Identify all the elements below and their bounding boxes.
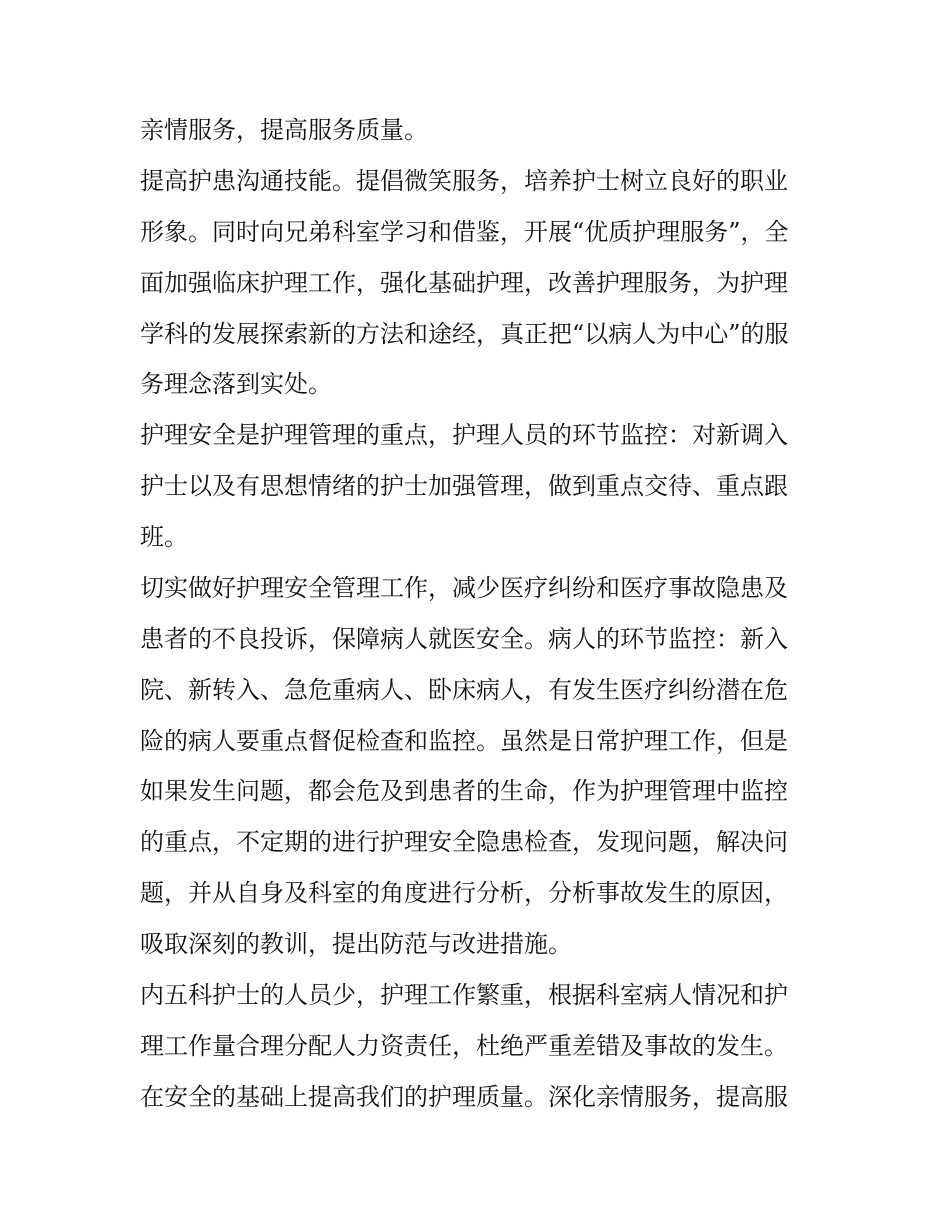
text-line: 题，并从自身及科室的角度进行分析，分析事故发生的原因， <box>140 879 788 907</box>
text-line: 如果发生问题，都会危及到患者的生命，作为护理管理中监控 <box>140 777 788 805</box>
text-line: 形象。同时向兄弟科室学习和借鉴，开展“优质护理服务”，全 <box>140 218 789 246</box>
text-line: 务理念落到实处。 <box>140 370 332 398</box>
text-line: 险的病人要重点督促检查和监控。虽然是日常护理工作，但是 <box>140 727 788 755</box>
text-line: 在安全的基础上提高我们的护理质量。深化亲情服务，提高服 <box>140 1083 788 1111</box>
text-line: 切实做好护理安全管理工作，减少医疗纠纷和医疗事故隐患及 <box>140 574 788 602</box>
text-line: 吸取深刻的教训，提出防范与改进措施。 <box>140 930 572 958</box>
text-line: 提高护患沟通技能。提倡微笑服务，培养护士树立良好的职业 <box>140 167 788 195</box>
text-line: 亲情服务，提高服务质量。 <box>140 116 428 144</box>
text-line: 护理安全是护理管理的重点，护理人员的环节监控：对新调入 <box>140 421 788 449</box>
text-line: 院、新转入、急危重病人、卧床病人，有发生医疗纠纷潜在危 <box>140 676 788 704</box>
text-line: 的重点，不定期的进行护理安全隐患检查，发现问题，解决问 <box>140 828 788 856</box>
text-line: 理工作量合理分配人力资责任，杜绝严重差错及事故的发生。 <box>140 1032 788 1060</box>
text-line: 面加强临床护理工作，强化基础护理，改善护理服务，为护理 <box>140 269 788 297</box>
text-line: 学科的发展探索新的方法和途经，真正把“以病人为中心”的服 <box>140 320 789 348</box>
text-line: 患者的不良投诉，保障病人就医安全。病人的环节监控：新入 <box>140 625 788 653</box>
text-line: 班。 <box>140 523 188 551</box>
text-line: 内五科护士的人员少，护理工作繁重，根据科室病人情况和护 <box>140 981 788 1009</box>
text-line: 护士以及有思想情绪的护士加强管理，做到重点交待、重点跟 <box>140 472 788 500</box>
